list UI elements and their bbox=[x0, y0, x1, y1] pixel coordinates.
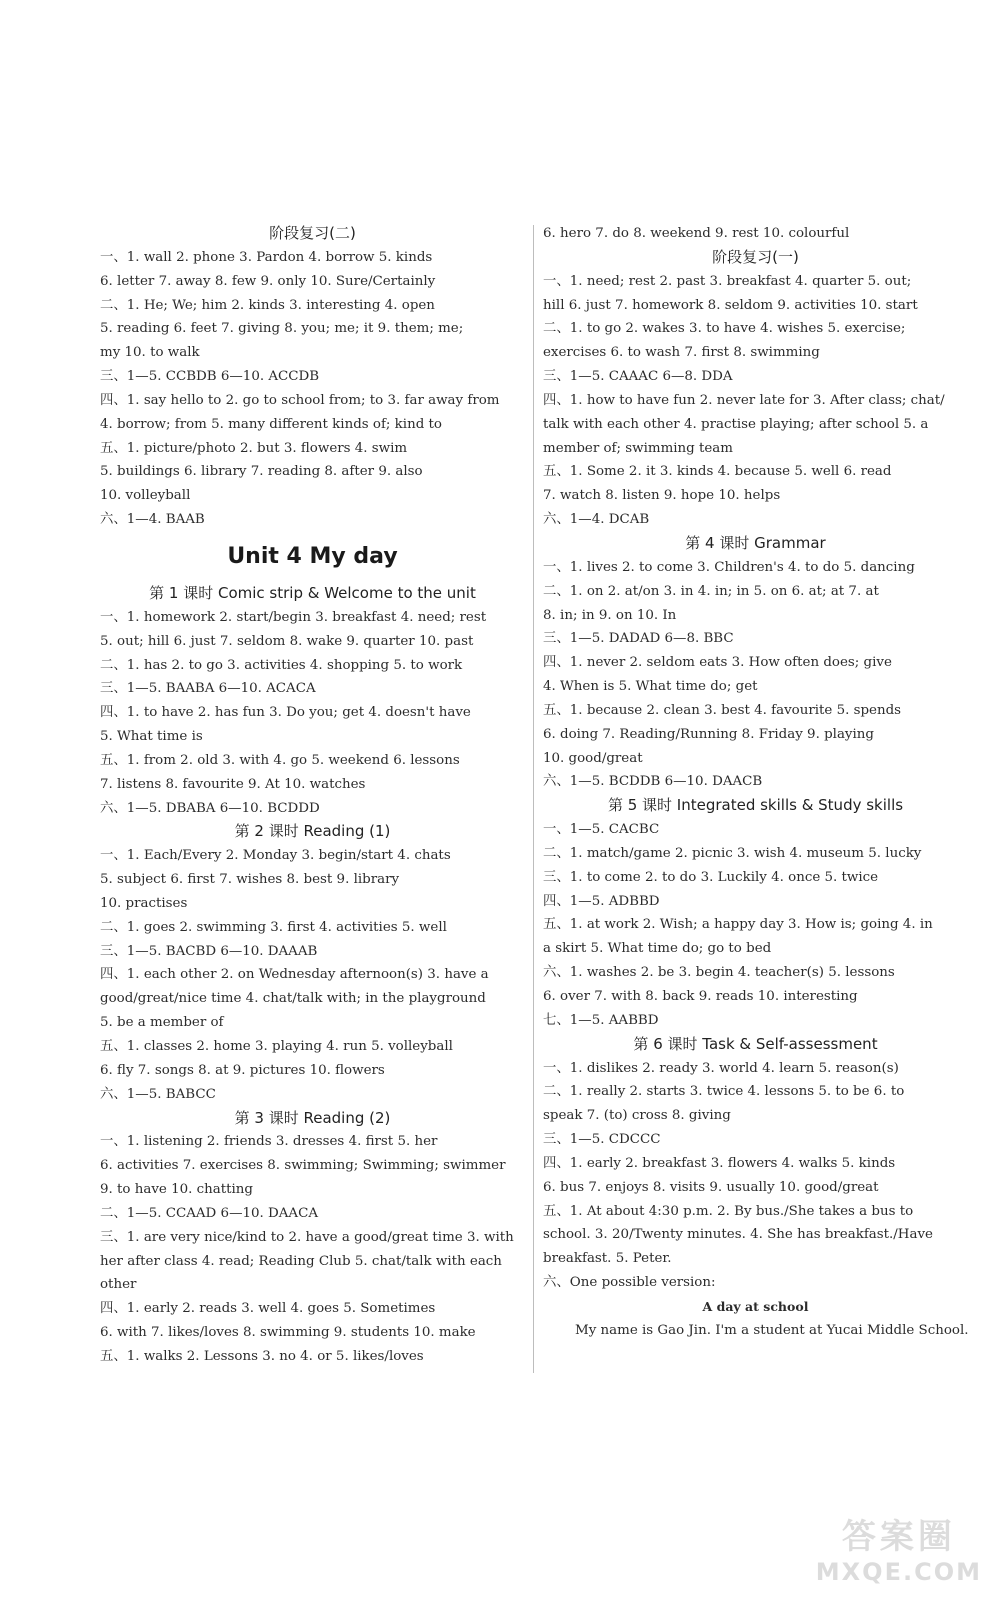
answer-line: 三、1—5. CCBDB 6—10. ACCDB bbox=[100, 369, 320, 385]
answer-line: 4. borrow; from 5. many different kinds of; kind to bbox=[100, 416, 442, 432]
answer-line: 9. to have 10. chatting bbox=[100, 1182, 253, 1198]
answer-line: 三、1—5. CDCCC bbox=[543, 1132, 661, 1148]
answer-line: 六、1—5. BABCC bbox=[100, 1086, 216, 1102]
answer-line: 一、1—5. CACBC bbox=[543, 822, 660, 838]
answer-line: hill 6. just 7. homework 8. seldom 9. activities 10. start bbox=[543, 297, 918, 313]
answer-line: 三、1. to come 2. to do 3. Luckily 4. once 5. twice bbox=[543, 869, 879, 885]
essay-line: My name is Gao Jin. I'm a student at Yucai Middle School. bbox=[575, 1322, 969, 1338]
answer-line: 6. hero 7. do 8. weekend 9. rest 10. colourful bbox=[543, 226, 850, 241]
section-heading: 第 4 课时 Grammar bbox=[685, 533, 826, 552]
answer-line: 6. letter 7. away 8. few 9. only 10. Sure/Certainly bbox=[100, 273, 436, 289]
answer-line: 二、1. match/game 2. picnic 3. wish 4. museum 5. lucky bbox=[543, 845, 922, 861]
section-heading: 第 5 课时 Integrated skills & Study skills bbox=[607, 796, 904, 815]
answer-line: 7. listens 8. favourite 9. At 10. watches bbox=[100, 776, 366, 792]
answer-line: 六、1—5. DBABA 6—10. BCDDD bbox=[100, 800, 320, 816]
answer-line: member of; swimming team bbox=[543, 440, 733, 456]
answer-line: 10. practises bbox=[100, 895, 188, 911]
answer-line: 三、1. are very nice/kind to 2. have a good/great time 3. with bbox=[100, 1229, 514, 1245]
answer-line: 5. reading 6. feet 7. giving 8. you; me; it 9. them; me; bbox=[100, 321, 464, 337]
section-heading: 第 6 课时 Task & Self-assessment bbox=[633, 1034, 878, 1053]
answer-line: breakfast. 5. Peter. bbox=[543, 1251, 672, 1267]
section-heading: 第 1 课时 Comic strip & Welcome to the unit bbox=[149, 583, 476, 602]
answer-line: 8. in; in 9. on 10. In bbox=[543, 607, 677, 623]
answer-line: 四、1. how to have fun 2. never late for 3. After class; chat/ bbox=[543, 392, 945, 408]
answer-line: 三、1—5. BAABA 6—10. ACACA bbox=[100, 681, 316, 697]
answer-line: good/great/nice time 4. chat/talk with; in the playground bbox=[100, 991, 486, 1007]
answer-line: her after class 4. read; Reading Club 5. chat/talk with each bbox=[100, 1253, 502, 1269]
answer-line: 五、1. At about 4:30 p.m. 2. By bus./She takes a bus to bbox=[543, 1203, 914, 1219]
answer-line: 二、1. He; We; him 2. kinds 3. interesting 4. open bbox=[100, 297, 435, 313]
answer-line: 五、1. Some 2. it 3. kinds 4. because 5. well 6. read bbox=[543, 464, 892, 480]
answer-line: 五、1. because 2. clean 3. best 4. favourite 5. spends bbox=[543, 702, 902, 718]
answer-line: 6. doing 7. Reading/Running 8. Friday 9. playing bbox=[543, 726, 874, 742]
answer-line: 六、1. washes 2. be 3. begin 4. teacher(s) 5. lessons bbox=[543, 965, 895, 981]
answer-line: 一、1. need; rest 2. past 3. breakfast 4. quarter 5. out; bbox=[543, 273, 912, 289]
answer-line: 六、1—4. DCAB bbox=[543, 512, 650, 528]
answer-line: 5. What time is bbox=[100, 729, 203, 745]
answer-line: 6. with 7. likes/loves 8. swimming 9. students 10. make bbox=[100, 1325, 476, 1341]
answer-line: 三、1—5. DADAD 6—8. BBC bbox=[543, 631, 734, 647]
answer-line: 四、1. to have 2. has fun 3. Do you; get 4. doesn't have bbox=[100, 705, 471, 721]
answer-line: a skirt 5. What time do; go to bed bbox=[543, 941, 772, 957]
answer-line: 三、1—5. CAAAC 6—8. DDA bbox=[543, 369, 733, 385]
watermark-logo: 答案圈 bbox=[841, 1517, 956, 1557]
answer-line: 一、1. wall 2. phone 3. Pardon 4. borrow 5. kinds bbox=[100, 249, 433, 265]
section-heading: 阶段复习(二) bbox=[269, 224, 356, 242]
answer-line: 四、1—5. ADBBD bbox=[543, 893, 660, 909]
answer-line: 六、One possible version: bbox=[543, 1275, 716, 1291]
answer-line: talk with each other 4. practise playing; after school 5. a bbox=[543, 416, 929, 432]
answer-line: 一、1. homework 2. start/begin 3. breakfast 4. need; rest bbox=[100, 609, 487, 625]
answer-line: 三、1—5. BACBD 6—10. DAAAB bbox=[100, 943, 318, 959]
section-heading: 第 3 课时 Reading (2) bbox=[234, 1108, 391, 1127]
column-divider bbox=[533, 225, 534, 1373]
answer-line: 6. activities 7. exercises 8. swimming; Swimming; swimmer bbox=[100, 1158, 506, 1174]
answer-line: 5. buildings 6. library 7. reading 8. after 9. also bbox=[100, 464, 423, 480]
answer-line: 四、1. say hello to 2. go to school from; to 3. far away from bbox=[100, 392, 500, 408]
section-heading: 阶段复习(一) bbox=[712, 247, 799, 266]
answer-line: 六、1—5. BCDDB 6—10. DAACB bbox=[543, 774, 763, 790]
answer-line: 7. watch 8. listen 9. hope 10. helps bbox=[543, 488, 781, 504]
watermark-url: MXQE.COM bbox=[815, 1558, 982, 1586]
answer-line: 二、1—5. CCAAD 6—10. DAACA bbox=[100, 1205, 319, 1221]
answer-line: 四、1. early 2. breakfast 3. flowers 4. walks 5. kinds bbox=[543, 1155, 896, 1171]
answer-line: exercises 6. to wash 7. first 8. swimming bbox=[543, 345, 820, 361]
answer-line: school. 3. 20/Twenty minutes. 4. She has breakfast./Have bbox=[543, 1227, 933, 1243]
watermark bbox=[816, 1509, 982, 1586]
answer-line: 五、1. at work 2. Wish; a happy day 3. How is; going 4. in bbox=[543, 917, 933, 933]
answer-line: 一、1. Each/Every 2. Monday 3. begin/start 4. chats bbox=[100, 848, 451, 864]
answer-line: 四、1. each other 2. on Wednesday afternoon(s) 3. have a bbox=[100, 967, 489, 983]
answer-line: 5. out; hill 6. just 7. seldom 8. wake 9. quarter 10. past bbox=[100, 633, 474, 649]
essay-title: A day at school bbox=[702, 1298, 809, 1314]
answer-line: 5. subject 6. first 7. wishes 8. best 9. library bbox=[100, 872, 400, 888]
answer-line: speak 7. (to) cross 8. giving bbox=[543, 1108, 731, 1124]
answer-line: 四、1. early 2. reads 3. well 4. goes 5. Sometimes bbox=[100, 1301, 436, 1317]
answer-line: 二、1. goes 2. swimming 3. first 4. activities 5. well bbox=[100, 919, 447, 935]
answer-line: 二、1. to go 2. wakes 3. to have 4. wishes 5. exercise; bbox=[543, 321, 906, 337]
answer-line: 六、1—4. BAAB bbox=[100, 512, 205, 528]
answer-line: 五、1. from 2. old 3. with 4. go 5. weekend 6. lessons bbox=[100, 752, 460, 768]
answer-line: 6. bus 7. enjoys 8. visits 9. usually 10. good/great bbox=[543, 1179, 879, 1195]
unit-title: Unit 4 My day bbox=[227, 543, 398, 569]
answer-line: 二、1. on 2. at/on 3. in 4. in; in 5. on 6. at; at 7. at bbox=[543, 583, 879, 599]
answer-line: other bbox=[100, 1277, 137, 1293]
answer-line: 五、1. walks 2. Lessons 3. no 4. or 5. likes/loves bbox=[100, 1348, 424, 1364]
answer-line: 5. be a member of bbox=[100, 1015, 224, 1031]
left-column bbox=[100, 222, 525, 1369]
section-heading: 第 2 课时 Reading (1) bbox=[234, 822, 391, 841]
answer-line: my 10. to walk bbox=[100, 345, 200, 361]
answer-line: 七、1—5. AABBD bbox=[543, 1012, 659, 1028]
answer-line: 6. fly 7. songs 8. at 9. pictures 10. flowers bbox=[100, 1062, 385, 1078]
answer-line: 二、1. has 2. to go 3. activities 4. shopping 5. to work bbox=[100, 657, 463, 673]
answer-line: 10. volleyball bbox=[100, 488, 191, 504]
answer-line: 4. When is 5. What time do; get bbox=[543, 679, 758, 695]
answer-line: 五、1. classes 2. home 3. playing 4. run 5. volleyball bbox=[100, 1039, 453, 1054]
answer-line: 6. over 7. with 8. back 9. reads 10. interesting bbox=[543, 989, 858, 1004]
answer-line: 五、1. picture/photo 2. but 3. flowers 4. swim bbox=[100, 440, 408, 456]
right-column bbox=[543, 222, 968, 1343]
answer-line: 一、1. listening 2. friends 3. dresses 4. first 5. her bbox=[100, 1134, 438, 1150]
answer-line: 二、1. really 2. starts 3. twice 4. lessons 5. to be 6. to bbox=[543, 1084, 905, 1100]
answer-line: 一、1. dislikes 2. ready 3. world 4. learn 5. reason(s) bbox=[543, 1060, 899, 1076]
answer-line: 一、1. lives 2. to come 3. Children's 4. to do 5. dancing bbox=[543, 559, 915, 575]
answer-line: 10. good/great bbox=[543, 750, 643, 766]
answer-line: 四、1. never 2. seldom eats 3. How often does; give bbox=[543, 655, 892, 671]
